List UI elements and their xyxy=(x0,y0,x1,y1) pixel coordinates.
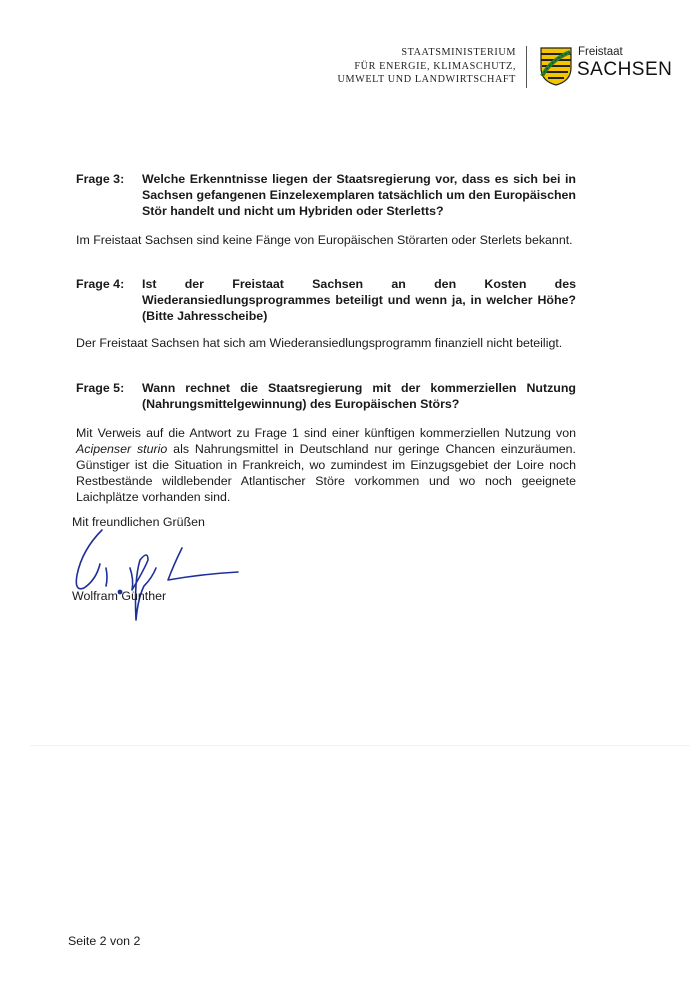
saxony-crest-icon xyxy=(539,46,573,86)
question-5-text: Wann rechnet die Staatsregierung mit der kommerziellen Nutzung (Nahrungsmittelgewinnung) des Europäischen Störs? xyxy=(142,381,576,411)
question-4-label: Frage 4: xyxy=(76,277,125,291)
header-divider xyxy=(526,46,527,88)
answer-3: Im Freistaat Sachsen sind keine Fänge von Europäischen Störarten oder Sterlets bekannt. xyxy=(76,233,573,247)
question-3 xyxy=(76,171,576,219)
question-3-label: Frage 3: xyxy=(76,172,125,186)
question-4-text: Ist der Freistaat Sachsen an den Kosten des Wiederansiedlungsprogrammes beteiligt und wenn ja, in welcher Höhe? (Bitte Jahresscheibe) xyxy=(142,277,576,323)
ministry-name xyxy=(337,46,516,87)
signatory-name: Wolfram Günther xyxy=(72,589,167,603)
answer-5-part-1: Mit Verweis auf die Antwort zu Frage 1 sind einer künftigen kommerziellen Nutzung von xyxy=(76,426,576,440)
answer-4: Der Freistaat Sachsen hat sich am Wiederansiedlungsprogramm finanziell nicht beteiligt. xyxy=(76,336,563,350)
handwritten-signature xyxy=(62,520,252,630)
logo-freistaat: Freistaat xyxy=(578,46,623,58)
answer-5-part-2: als Nahrungsmittel in Deutschland nur geringe Chancen einzuräumen. Günstiger ist die Situation in Frankreich, wo zumindest im Einzugsgebiet der Loire noch Restbestände wildlebender Atlantischer Störe vorkommen und wo noch geeignete Laichplätze vorhanden sind. xyxy=(76,442,577,504)
question-4 xyxy=(76,276,576,324)
closing-greeting: Mit freundlichen Grüßen xyxy=(72,515,205,529)
logo-sachsen: SACHSEN xyxy=(577,59,673,80)
species-name: Acipenser sturio xyxy=(76,442,168,456)
question-3-text: Welche Erkenntnisse liegen der Staatsregierung vor, dass es sich bei in Sachsen gefangenen Einzelexemplaren tatsächlich um den Europäischen Stör handelt und nicht um Hybriden oder Sterletts? xyxy=(142,172,576,218)
ministry-line-3: UMWELT UND LANDWIRTSCHAFT xyxy=(337,74,516,85)
page-fold-line xyxy=(30,745,690,746)
page-number: Seite 2 von 2 xyxy=(68,934,141,948)
question-5-label: Frage 5: xyxy=(76,381,125,395)
answer-5 xyxy=(76,425,576,505)
ministry-line-2: FÜR ENERGIE, KLIMASCHUTZ, xyxy=(354,60,516,72)
ministry-line-1: STAATSMINISTERIUM xyxy=(401,47,516,58)
question-5 xyxy=(76,380,576,412)
